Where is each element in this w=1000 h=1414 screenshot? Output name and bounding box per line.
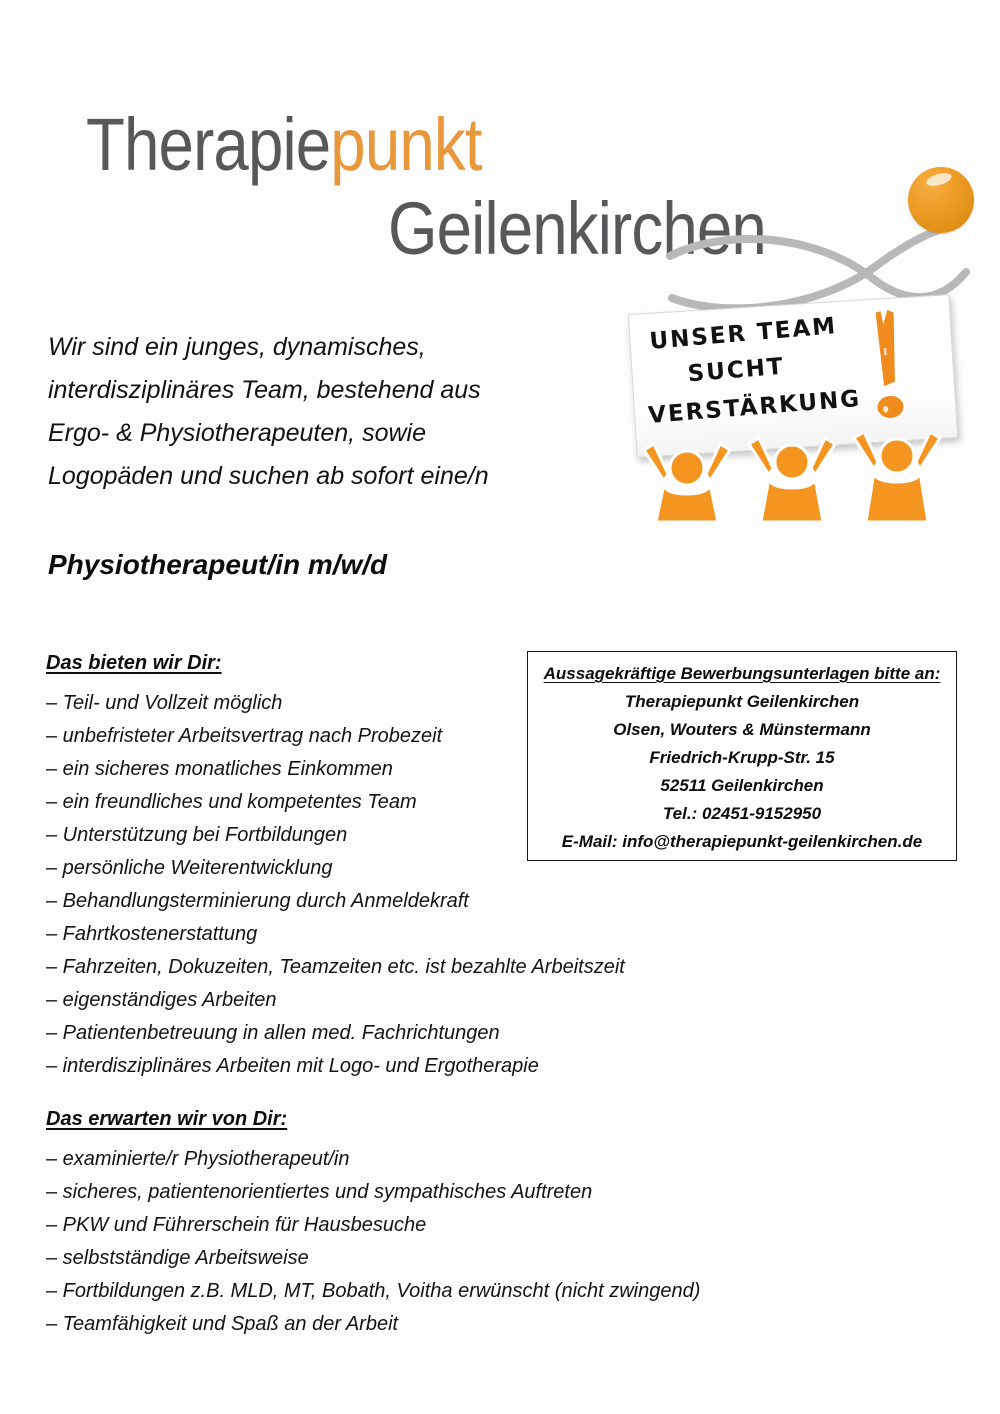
list-item: – examinierte/r Physiotherapeut/in — [46, 1148, 350, 1170]
contact-email[interactable]: E-Mail: info@therapiepunkt-geilenkirchen.de — [561, 832, 923, 851]
list-item: – ein sicheres monatliches Einkommen — [46, 758, 393, 780]
intro-line-3: Ergo- & Physiotherapeuten, sowie — [48, 419, 426, 447]
logo-wordmark-line2: Geilenkirchen — [388, 187, 766, 270]
intro-line-4: Logopäden und suchen ab sofort eine/n — [48, 462, 489, 490]
intro-line-2: interdisziplinäres Team, bestehend aus — [48, 376, 481, 404]
stick-figure-right — [854, 434, 940, 522]
list-item: – eigenständiges Arbeiten — [46, 989, 277, 1011]
list-item: – Patientenbetreuung in allen med. Fachrichtungen — [46, 1022, 500, 1044]
contact-owners: Olsen, Wouters & Münstermann — [613, 720, 871, 739]
stick-figures-group — [634, 434, 960, 522]
list-item: – Behandlungsterminierung durch Anmeldekraft — [46, 890, 469, 912]
list-item: – Fahrtkostenerstattung — [46, 923, 258, 945]
list-item: – sicheres, patientenorientiertes und sympathisches Auftreten — [46, 1181, 593, 1203]
job-title: Physiotherapeut/in m/w/d — [48, 549, 388, 580]
list-item: – selbstständige Arbeitsweise — [46, 1247, 309, 1269]
offer-list — [46, 687, 625, 1083]
sign-line-2: SUCHT — [686, 353, 786, 388]
list-item: – Fahrzeiten, Dokuzeiten, Teamzeiten etc. ist bezahlte Arbeitszeit — [46, 956, 625, 978]
contact-heading: Aussagekräftige Bewerbungsunterlagen bitte an: — [543, 664, 941, 683]
list-item: – Teil- und Vollzeit möglich — [46, 692, 283, 714]
contact-street: Friedrich-Krupp-Str. 15 — [649, 748, 835, 767]
list-item: – interdisziplinäres Arbeiten mit Logo- und Ergotherapie — [46, 1055, 539, 1077]
sign-line-3: VERSTÄRKUNG — [647, 385, 863, 429]
list-item: – ein freundliches und kompetentes Team — [46, 791, 417, 813]
balloon-icon — [908, 167, 974, 233]
list-item: – unbefristeter Arbeitsvertrag nach Probezeit — [46, 725, 443, 747]
offer-section — [46, 652, 625, 1083]
logo-wordmark-line1 — [86, 103, 482, 186]
expectations-section — [46, 1108, 806, 1341]
offer-heading: Das bieten wir Dir: — [46, 652, 222, 674]
sign-text-group — [628, 294, 956, 456]
exclamation-mark-icon — [866, 307, 909, 427]
balloon-highlight — [925, 171, 953, 189]
list-item: – persönliche Weiterentwicklung — [46, 857, 333, 879]
stick-figure-left — [644, 444, 730, 522]
list-item: – PKW und Führerschein für Hausbesuche — [46, 1214, 427, 1236]
logo-word-punkt: punkt — [330, 103, 482, 186]
contact-city: 52511 Geilenkirchen — [660, 776, 824, 795]
stick-figure-center — [749, 438, 835, 522]
expectations-list — [46, 1143, 806, 1341]
contact-company: Therapiepunkt Geilenkirchen — [624, 692, 860, 711]
list-item: – Unterstützung bei Fortbildungen — [46, 824, 348, 846]
company-logo — [86, 103, 916, 288]
sign-line-1: UNSER TEAM — [648, 313, 839, 355]
team-hiring-sign-graphic — [618, 296, 968, 521]
list-item: – Fortbildungen z.B. MLD, MT, Bobath, Voitha erwünscht (nicht zwingend) — [46, 1280, 701, 1302]
list-item: – Teamfähigkeit und Spaß an der Arbeit — [46, 1313, 399, 1335]
intro-line-1: Wir sind ein junges, dynamisches, — [48, 333, 426, 361]
intro-paragraph — [48, 326, 608, 498]
logo-word-therapie: Therapie — [86, 103, 331, 186]
contact-phone[interactable]: Tel.: 02451-9152950 — [662, 804, 822, 823]
expectations-heading: Das erwarten wir von Dir: — [46, 1108, 288, 1130]
application-contact-box — [527, 651, 957, 861]
